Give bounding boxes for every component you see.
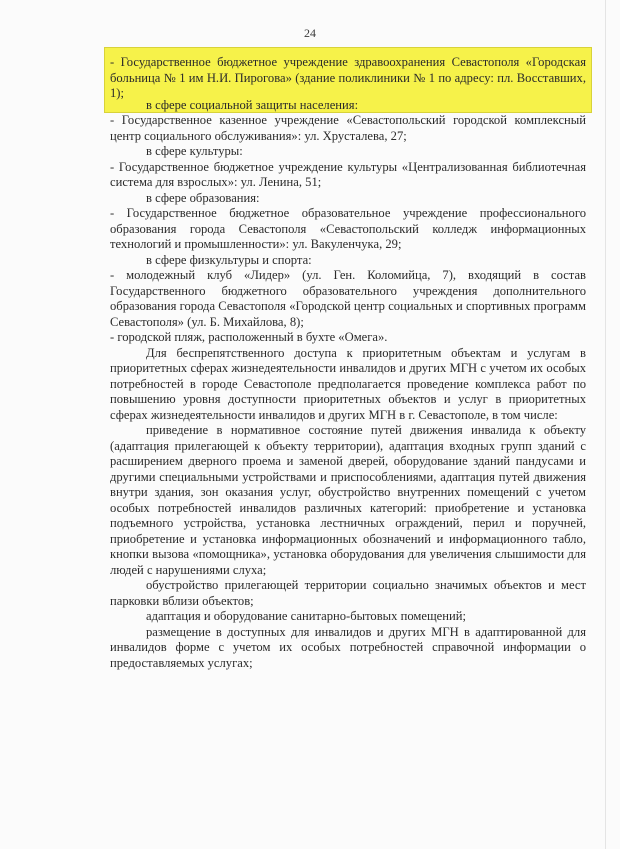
section-heading: в сфере физкультуры и спорта:	[146, 252, 312, 267]
page-number: 24	[304, 26, 316, 40]
section-heading: в сфере образования:	[146, 190, 260, 205]
document-body	[110, 49, 586, 671]
list-item: - Государственное бюджетное учреждение культуры «Централизованная библиотечная система для взрослых»: ул. Ленина, 51;	[110, 159, 586, 189]
body-paragraph: размещение в доступных для инвалидов и других МГН в адаптированной для инвалидов форме с учетом их особых потребностей справочной информации о предоставляемых услугах;	[110, 624, 586, 670]
section-sport	[110, 253, 586, 346]
body-paragraph: Для беспрепятственного доступа к приоритетным объектам и услугам в приоритетных сферах жизнедеятельности инвалидов и других МГН с учетом их особых потребностей в городе Севастополе предполагается проведение комплекса работ по повышению уровня доступности приоритетных объектов и услуг в приоритетных сферах жизнедеятельности инвалидов и других МГН в г. Севастополе, в том числе:	[110, 345, 586, 422]
list-item: - Государственное бюджетное образовательное учреждение профессионального образования города Севастополя «Севастопольский колледж информационных технологий и промышленности»: ул. Вакуленчука, 29;	[110, 206, 586, 251]
body-paragraph: обустройство прилегающей территории социально значимых объектов и мест парковки вблизи объектов;	[110, 578, 586, 608]
section-heading: в сфере социальной защиты населения:	[146, 97, 359, 112]
section-social	[110, 98, 586, 145]
list-item: - молодежный клуб «Лидер» (ул. Ген. Коломийца, 7), входящий в состав Государственного бюджетного образовательного учреждения дополнительного образования города Севастополя «Городской центр социальных и спортивных программ Севастополя» (ул. Б. Михайлова, 8);	[110, 268, 586, 329]
page-edge-line	[605, 0, 606, 849]
list-item: - Государственное казенное учреждение «Севастопольский городской комплексный центр социального обслуживания»: ул. Хрусталева, 27;	[110, 113, 586, 143]
body-paragraph: приведение в нормативное состояние путей движения инвалида к объекту (адаптация прилегающей к объекту территории), адаптация входных групп зданий с расширением дверного проема и заменой дверей, оборудование зданий пандусами и другими специальными устройствами и приспособлениями, адаптация путей движения внутри здания, зон оказания услуг, обустройство внутренних помещений с учетом особых потребностей инвалидов различных категорий: приобретение и установка подъемного устройства, установка лестничных ограждений, перил и поручней, приобретение и установка информационных обозначений и информационного табло, кнопки вызова «помощника», установка оборудования для увеличения слышимости для людей с нарушениями слуха;	[110, 423, 586, 577]
list-item: - городской пляж, расположенный в бухте «Омега».	[110, 330, 388, 344]
body-paragraph: адаптация и оборудование санитарно-бытовых помещений;	[146, 609, 466, 623]
highlighted-paragraph: - Государственное бюджетное учреждение здравоохранения Севастополя «Городская больница № 1 им Н.И. Пирогова» (здание поликлиники № 1 по адресу: пл. Восставших, 1);	[110, 55, 586, 100]
section-education	[110, 191, 586, 253]
section-culture	[110, 144, 586, 191]
section-heading: в сфере культуры:	[146, 144, 243, 158]
